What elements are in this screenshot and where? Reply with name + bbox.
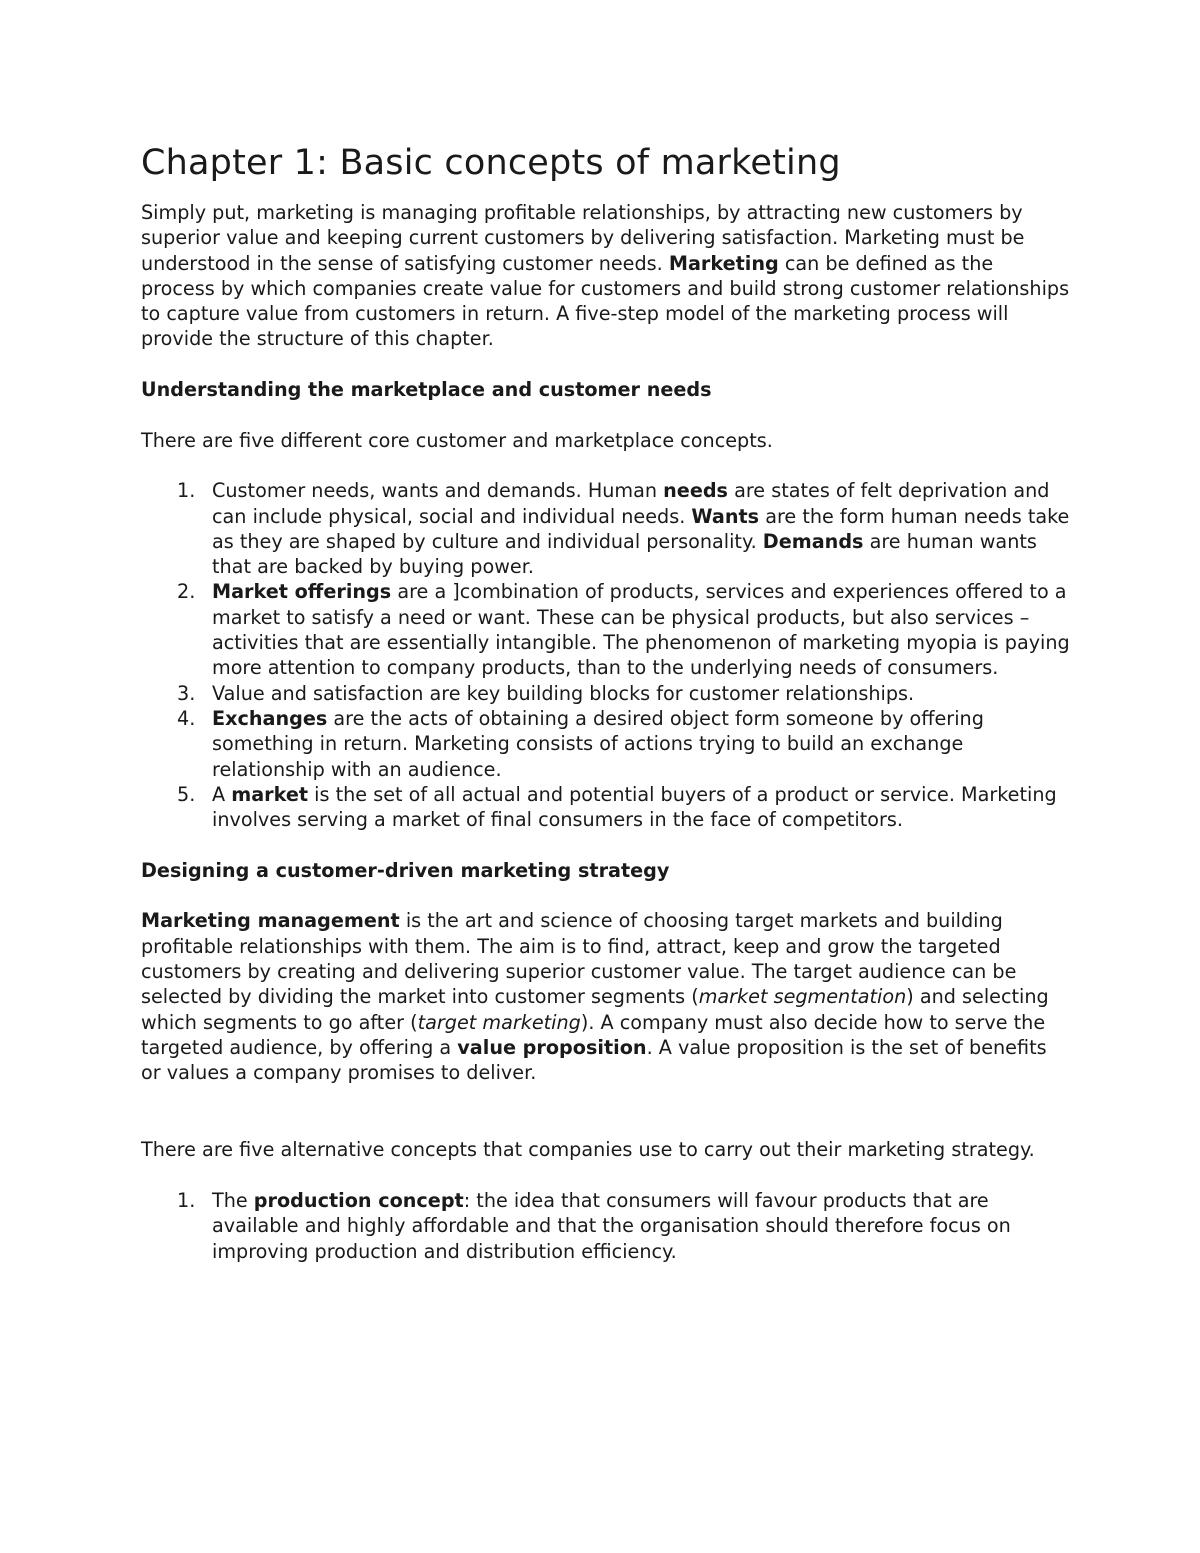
section-heading-strategy: Designing a customer-driven marketing strategy xyxy=(141,858,670,882)
marketing-management-paragraph: Marketing management is the art and science of choosing target markets and building profitable relationships with them. The aim is to find, attract, keep and grow the targeted customers by creating and delivering superior customer value. The target audience can be selected by dividing the market into customer segments (market segmentation) and selecting which segments to go after (target marketing). A company must also decide how to serve the targeted audience, by offering a value proposition. A value proposition is the set of benefits or values a company promises to deliver. xyxy=(141,909,1049,1085)
section-heading-marketplace: Understanding the marketplace and customer needs xyxy=(141,378,712,402)
list-item: 3. Value and satisfaction are key building blocks for customer relationships. xyxy=(177,681,915,705)
page-title: Chapter 1: Basic concepts of marketing xyxy=(141,143,841,183)
list-item: 5. A market is the set of all actual and potential buyers of a product or service. Marketing involves serving a market of final consumers in the face of competitors. xyxy=(177,782,1057,832)
core-concepts-list xyxy=(141,478,1071,832)
document-page xyxy=(141,140,1071,1264)
list-item: 1. The production concept: the idea that consumers will favour products that are available and highly affordable and that the organisation should therefore focus on improving production and distribution efficiency. xyxy=(177,1188,1011,1263)
alternative-concepts-paragraph: There are five alternative concepts that companies use to carry out their marketing strategy. xyxy=(141,1138,1035,1162)
marketing-concepts-list xyxy=(141,1188,1071,1264)
section1-lead: There are five different core customer and marketplace concepts. xyxy=(141,428,773,452)
intro-paragraph: Simply put, marketing is managing profitable relationships, by attracting new customers by superior value and keeping current customers by delivering satisfaction. Marketing must be understood in the sense of satisfying customer needs. Marketing can be defined as the process by which companies create value for customers and build strong customer relationships to capture value from customers in return. A five-step model of the marketing process will provide the structure of this chapter. xyxy=(141,201,1070,351)
list-item: 4. Exchanges are the acts of obtaining a desired object form someone by offering something in return. Marketing consists of actions trying to build an exchange relationship with an audience. xyxy=(177,706,984,781)
list-item: 1. Customer needs, wants and demands. Human needs are states of felt deprivation and can include physical, social and individual needs. Wants are the form human needs take as they are shaped by culture and individual personality. Demands are human wants that are backed by buying power. xyxy=(177,479,1070,579)
list-item: 2. Market offerings are a ]combination of products, services and experiences offered to a market to satisfy a need or want. These can be physical products, but also services – activities that are essentially intangible. The phenomenon of marketing myopia is paying more attention to company products, than to the underlying needs of consumers. xyxy=(177,580,1070,680)
